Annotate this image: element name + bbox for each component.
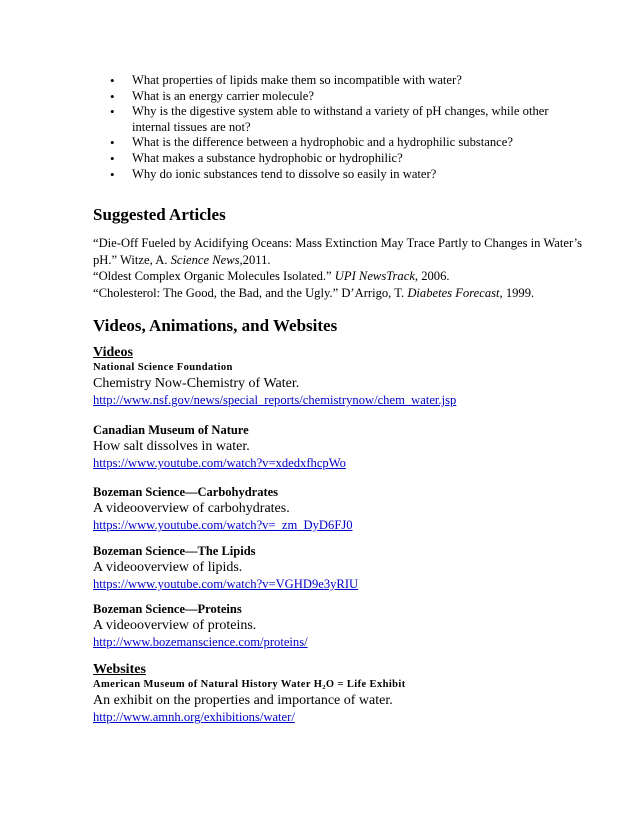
video-source-name: Bozeman Science—Proteins xyxy=(93,602,242,616)
article-source: Diabetes Forecast xyxy=(407,285,500,300)
suggested-articles-list xyxy=(93,235,593,301)
video-description: A videooverview of proteins. xyxy=(93,618,257,633)
website-description: An exhibit on the properties and importance of water. xyxy=(93,693,393,708)
article-citation xyxy=(93,235,593,268)
question-item: • Why is the digestive system able to withstand a variety of pH changes, while other internal tissues are not? xyxy=(108,104,578,135)
videos-section xyxy=(93,345,573,409)
article-source: UPI NewsTrack, xyxy=(334,269,419,283)
video-entry xyxy=(93,485,573,534)
video-entry xyxy=(93,602,573,651)
video-link[interactable]: https://www.youtube.com/watch?v=xdedxfhcpWo xyxy=(93,456,346,470)
video-source-name: Canadian Museum of Nature xyxy=(93,423,249,437)
videos-subheading: Videos xyxy=(93,345,133,360)
question-item: • What makes a substance hydrophobic or hydrophilic? xyxy=(108,151,578,167)
video-link[interactable]: https://www.youtube.com/watch?v=VGHD9e3yRIU xyxy=(93,577,359,591)
video-url-line xyxy=(93,634,573,651)
video-link[interactable]: http://www.nsf.gov/news/special_reports/chemistrynow/chem_water.jsp xyxy=(93,393,457,407)
video-url-line xyxy=(93,576,573,593)
question-item: • What properties of lipids make them so incompatible with water? xyxy=(108,73,578,89)
discussion-questions-list xyxy=(108,73,578,182)
article-year: 2011. xyxy=(242,252,271,267)
question-item: • What is an energy carrier molecule? xyxy=(108,89,578,105)
video-description: A videooverview of carbohydrates. xyxy=(93,501,290,516)
websites-section xyxy=(93,662,573,726)
websites-subheading: Websites xyxy=(93,662,146,677)
article-citation xyxy=(93,285,593,302)
website-url-line xyxy=(93,709,573,726)
article-title: “Die-Off Fueled by Acidifying Oceans: Mass Extinction May Trace Partly to Changes in Water’s pH.” Witze, A. xyxy=(93,236,583,267)
video-link[interactable]: https://www.youtube.com/watch?v=_zm_DyD6FJ0 xyxy=(93,518,353,532)
website-link[interactable]: http://www.amnh.org/exhibitions/water/ xyxy=(93,710,295,724)
question-item: • Why do ionic substances tend to dissolve so easily in water? xyxy=(108,167,578,183)
video-description: A videooverview of lipids. xyxy=(93,560,243,575)
suggested-articles-heading: Suggested Articles xyxy=(93,205,226,224)
article-year: , 1999. xyxy=(499,285,535,300)
media-heading: Videos, Animations, and Websites xyxy=(93,316,338,335)
article-year: 2006. xyxy=(418,269,450,283)
video-entry xyxy=(93,423,573,472)
video-source-name: National Science Foundation xyxy=(93,362,233,373)
video-source-name: Bozeman Science—Carbohydrates xyxy=(93,485,279,499)
article-citation xyxy=(93,268,593,285)
video-url-line xyxy=(93,517,573,534)
article-title: “Cholesterol: The Good, the Bad, and the Ugly.” D’Arrigo, T. xyxy=(93,285,408,300)
video-entry xyxy=(93,544,573,593)
video-url-line xyxy=(93,392,573,409)
video-description: How salt dissolves in water. xyxy=(93,439,250,454)
question-item: • What is the difference between a hydrophobic and a hydrophilic substance? xyxy=(108,135,578,151)
website-source-name: American Museum of Natural History Water H₂O = Life Exhibit xyxy=(93,679,406,690)
article-title: “Oldest Complex Organic Molecules Isolated.” xyxy=(93,269,335,283)
video-description: Chemistry Now-Chemistry of Water. xyxy=(93,376,300,391)
video-url-line xyxy=(93,455,573,472)
video-source-name: Bozeman Science—The Lipids xyxy=(93,544,256,558)
video-link[interactable]: http://www.bozemanscience.com/proteins/ xyxy=(93,635,308,649)
article-source: Science News, xyxy=(170,252,243,267)
